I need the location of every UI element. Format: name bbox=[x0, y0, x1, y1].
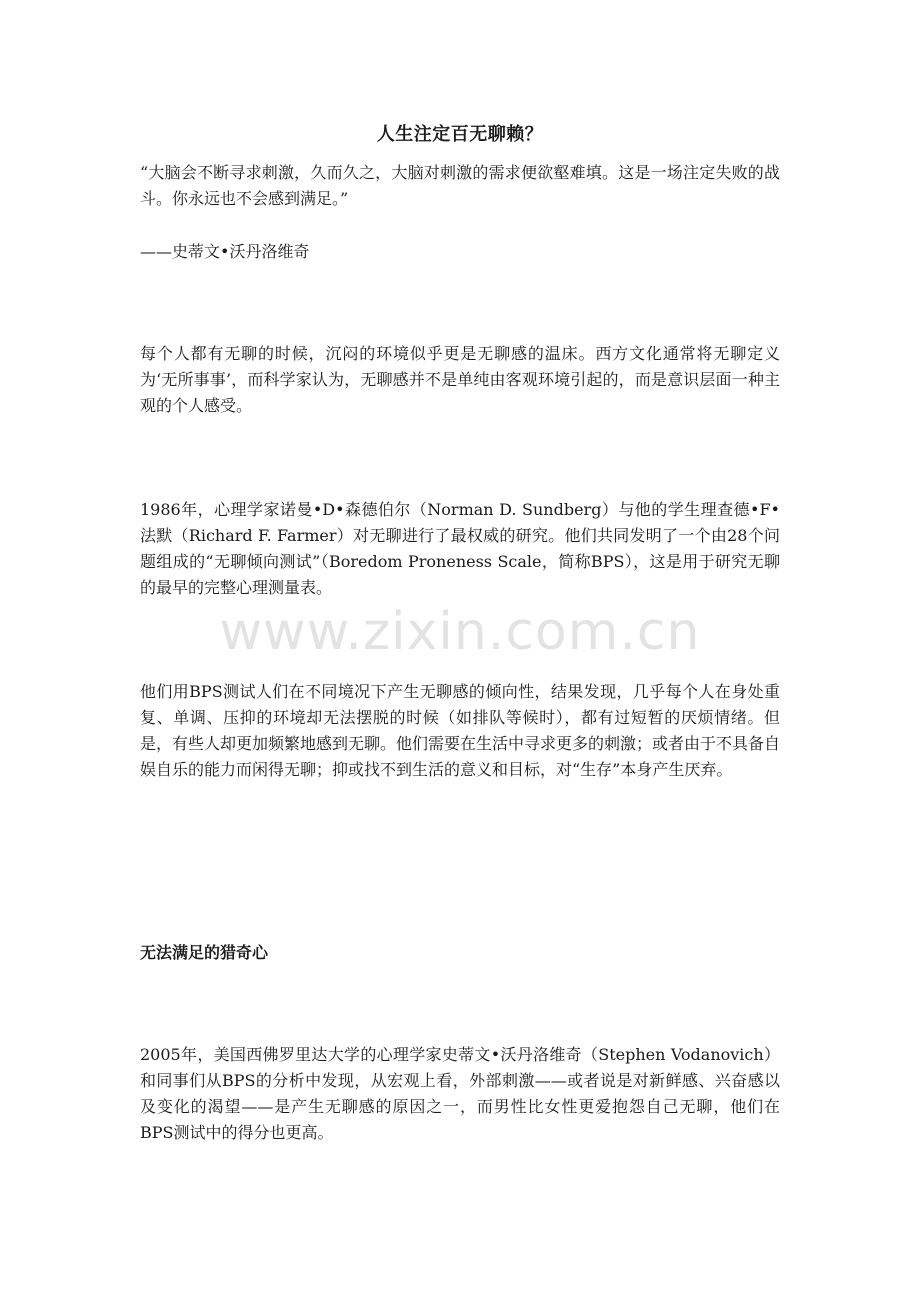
paragraph: 他们用BPS测试人们在不同境况下产生无聊感的倾向性，结果发现，几乎每个人在身处重复、单调、压抑的环境却无法摆脱的时候（如排队等候时），都有过短暂的厌烦情绪。但是，有些人却更加频繁地感到无聊。他们需要在生活中寻求更多的刺激；或者由于不具备自娱自乐的能力而闲得无聊；抑或找不到生活的意义和目标，对“生存”本身产生厌弃。 bbox=[140, 682, 781, 779]
document-title: 人生注定百无聊赖？ bbox=[376, 124, 544, 145]
quote-attribution: ——史蒂文•沃丹洛维奇 bbox=[140, 242, 310, 261]
paragraph: 2005年，美国西佛罗里达大学的心理学家史蒂文•沃丹洛维奇（Stephen Vodanovich）和同事们从BPS的分析中发现，从宏观上看，外部刺激——或者说是对新鲜感、兴奋感以及变化的渴望——是产生无聊感的原因之一，而男性比女性更爱抱怨自己无聊，他们在BPS测试中的得分也更高。 bbox=[140, 1045, 780, 1142]
section-heading: 无法满足的猎奇心 bbox=[140, 943, 269, 962]
paragraph: 1986年，心理学家诺曼•D•森德伯尔（Norman D. Sundberg）与他的学生理查德•F•法默（Richard F. Farmer）对无聊进行了最权威的研究。他们共同发明了一个由28个问题组成的“无聊倾向测试”（Boredom Proneness Scale，简称BPS），这是用于研究无聊的最早的完整心理测量表。 bbox=[140, 500, 780, 597]
watermark: www.zixin.com.cn bbox=[219, 602, 701, 662]
paragraph: 每个人都有无聊的时候，沉闷的环境似乎更是无聊感的温床。西方文化通常将无聊定义为‘无所事事’，而科学家认为，无聊感并不是单纯由客观环境引起的，而是意识层面一种主观的个人感受。 bbox=[140, 344, 780, 415]
opening-quote: “大脑会不断寻求刺激，久而久之，大脑对刺激的需求便欲壑难填。这是一场注定失败的战斗。你永远也不会感到满足。” bbox=[140, 163, 780, 208]
